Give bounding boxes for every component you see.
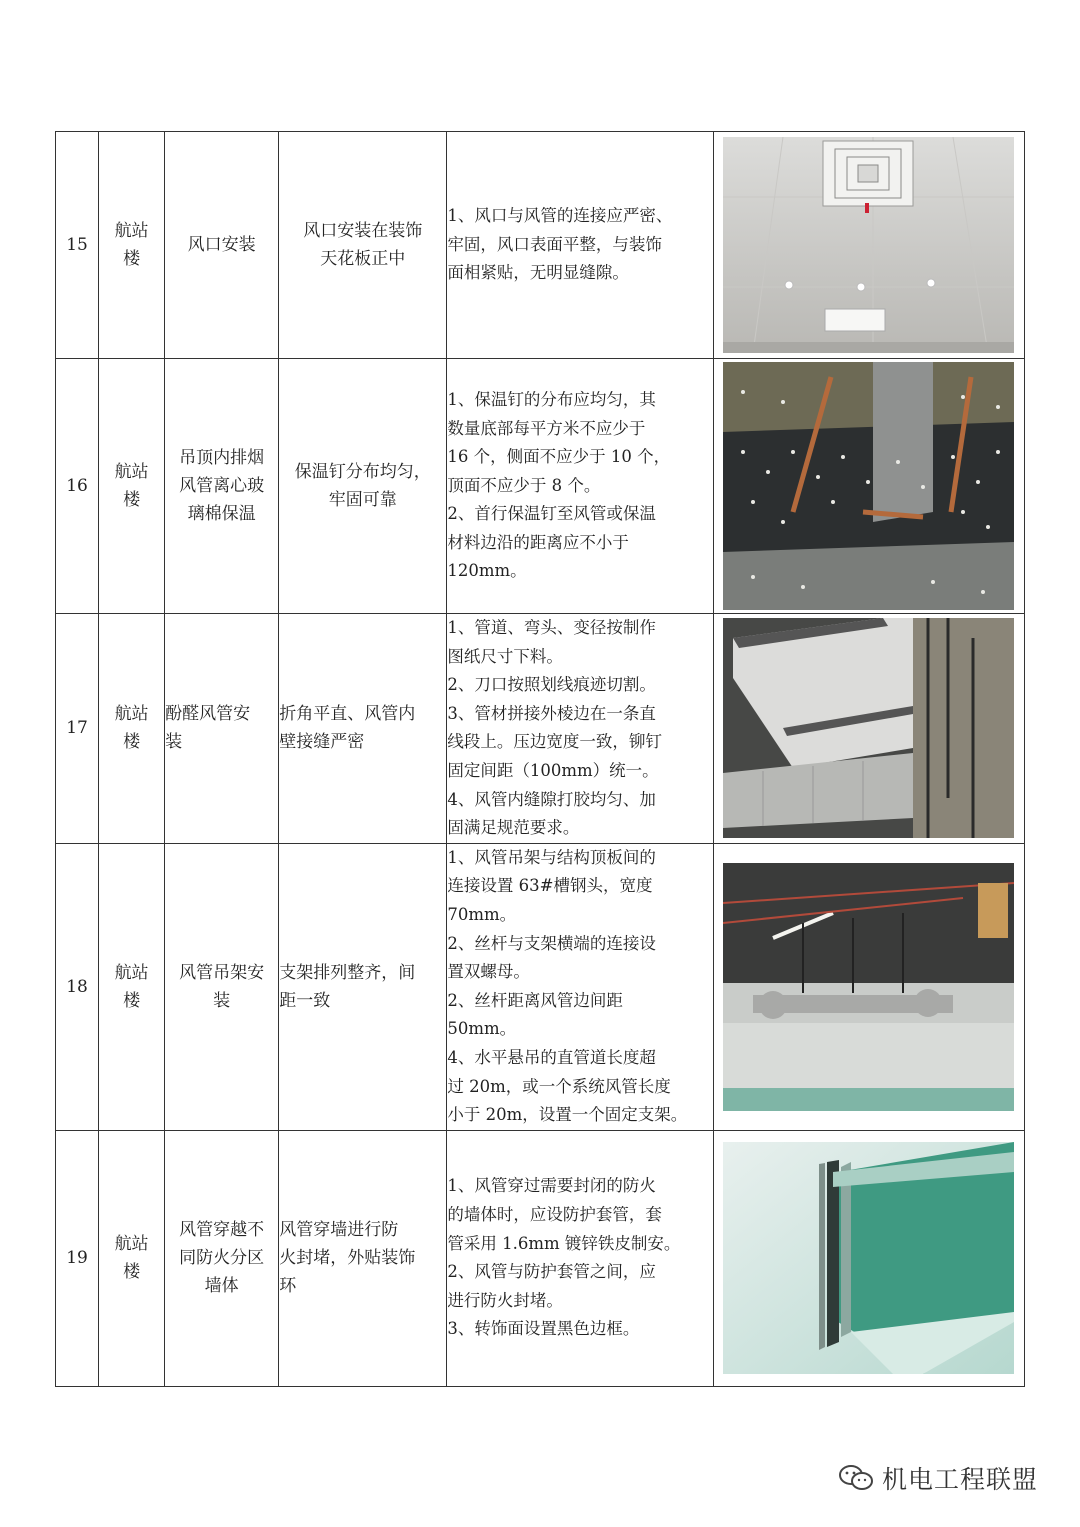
item-cell: 风管穿越不 同防火分区 墙体 — [165, 1130, 279, 1386]
row-number: 16 — [56, 359, 99, 614]
row-number: 18 — [56, 843, 99, 1130]
ceiling-air-diffuser-photo — [723, 137, 1014, 353]
wechat-icon — [838, 1463, 874, 1493]
table-row — [56, 1130, 1025, 1386]
table-row — [56, 614, 1025, 844]
photo-cell — [713, 1130, 1024, 1386]
location-cell: 航站 楼 — [99, 359, 165, 614]
photo-cell — [713, 614, 1024, 844]
watermark-text: 机电工程联盟 — [882, 1465, 1039, 1494]
duct-hanger-photo — [723, 863, 1014, 1111]
row-number: 19 — [56, 1130, 99, 1386]
table-row — [56, 843, 1025, 1130]
location-cell: 航站 楼 — [99, 132, 165, 359]
item-cell: 风口安装 — [165, 132, 279, 359]
requirements-cell: 1、风管吊架与结构顶板间的 连接设置 63#槽钢头，宽度 70mm。 2、丝杆与支架横端的连接设 置双螺母。 2、丝杆距离风管边间距 50mm。 4、水平悬吊的直管道长度超 过 20m，或一个系统风管长度 小于 20m，设置一个固定支架。 — [447, 843, 713, 1130]
location-cell: 航站 楼 — [99, 843, 165, 1130]
location-cell: 航站 楼 — [99, 1130, 165, 1386]
standard-cell: 风管穿墙进行防 火封堵，外贴装饰 环 — [279, 1130, 447, 1386]
requirements-cell: 1、保温钉的分布应均匀，其 数量底部每平方米不应少于 16 个，侧面不应少于 10 个， 顶面不应少于 8 个。 2、首行保温钉至风管或保温 材料边沿的距离应不小于 120mm。 — [447, 359, 713, 614]
watermark — [838, 1460, 1038, 1496]
item-cell: 吊顶内排烟 风管离心玻 璃棉保温 — [165, 359, 279, 614]
standard-cell: 风口安装在装饰 天花板正中 — [279, 132, 447, 359]
phenolic-duct-photo — [723, 618, 1014, 838]
standard-cell: 折角平直、风管内 壁接缝严密 — [279, 614, 447, 844]
requirements-cell: 1、风管穿过需要封闭的防火 的墙体时，应设防护套管，套 管采用 1.6mm 镀锌铁皮制安。 2、风管与防护套管之间，应 进行防火封堵。 3、转饰面设置黑色边框。 — [447, 1130, 713, 1386]
photo-cell — [713, 132, 1024, 359]
item-cell: 风管吊架安 装 — [165, 843, 279, 1130]
standard-cell: 保温钉分布均匀， 牢固可靠 — [279, 359, 447, 614]
row-number: 15 — [56, 132, 99, 359]
construction-standard-table — [55, 131, 1025, 1387]
photo-cell — [713, 843, 1024, 1130]
location-cell: 航站 楼 — [99, 614, 165, 844]
standard-cell: 支架排列整齐，间 距一致 — [279, 843, 447, 1130]
requirements-cell: 1、风口与风管的连接应严密、 牢固，风口表面平整，与装饰 面相紧贴，无明显缝隙。 — [447, 132, 713, 359]
row-number: 17 — [56, 614, 99, 844]
wall-penetration-duct-photo — [723, 1142, 1014, 1374]
requirements-cell: 1、管道、弯头、变径按制作 图纸尺寸下料。 2、刀口按照划线痕迹切割。 3、管材拼接外棱边在一条直 线段上。压边宽度一致，铆钉 固定间距（100mm）统一。 4、风管内缝隙打胶均匀、加 固满足规范要求。 — [447, 614, 713, 844]
item-cell: 酚醛风管安 装 — [165, 614, 279, 844]
photo-cell — [713, 359, 1024, 614]
table-row — [56, 132, 1025, 359]
table-row — [56, 359, 1025, 614]
insulation-pins-duct-photo — [723, 362, 1014, 610]
